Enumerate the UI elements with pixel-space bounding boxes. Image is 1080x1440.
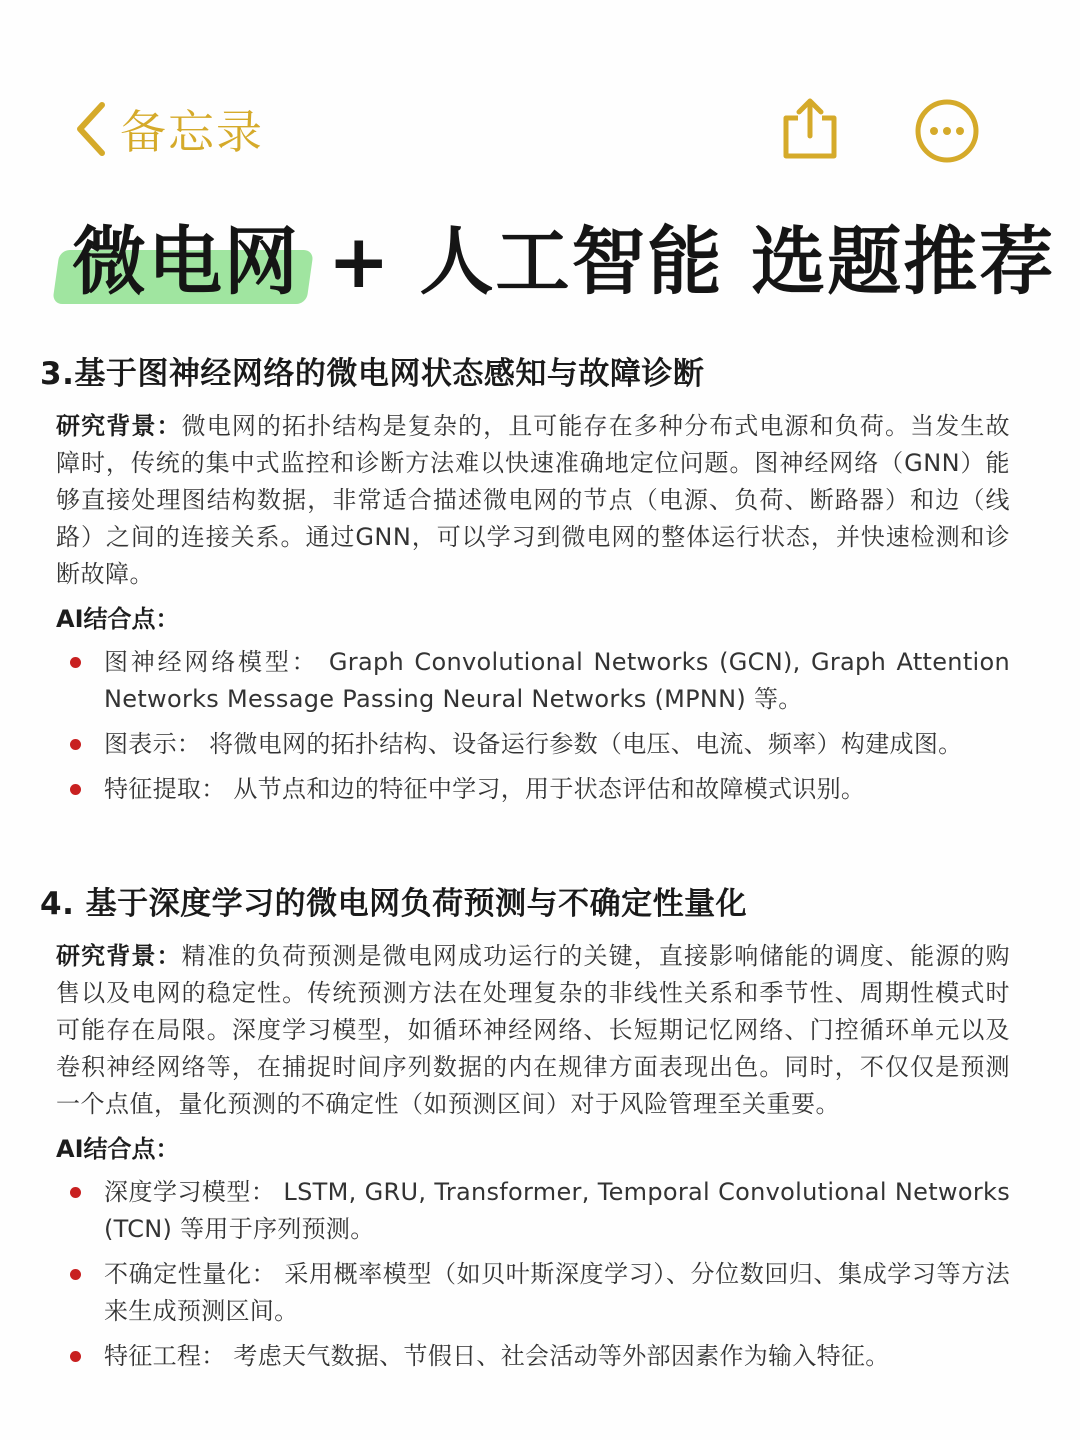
- page-title: [56, 216, 1056, 312]
- ai-points-list: [40, 644, 1010, 808]
- ai-points-label: AI结合点：: [56, 605, 180, 633]
- ai-points-label: AI结合点：: [56, 1135, 180, 1163]
- list-item-text: 深度学习模型： LSTM, GRU, Transformer, Temporal Convolutional Networks (TCN) 等用于序列预测。: [104, 1178, 1010, 1243]
- background-text: 精准的负荷预测是微电网成功运行的关键，直接影响储能的调度、能源的购售以及电网的稳定性。传统预测方法在处理复杂的非线性关系和季节性、周期性模式时可能存在局限。深度学习模型，如循环神经网络、长短期记忆网络、门控循环单元以及卷积神经网络等，在捕捉时间序列数据的内在规律方面表现出色。同时，不仅仅是预测一个点值，量化预测的不确定性（如预测区间）对于风险管理至关重要。: [56, 942, 1010, 1118]
- bullet-dot-icon: [70, 657, 81, 668]
- list-item: [40, 1338, 1010, 1375]
- background-paragraph: [40, 938, 1010, 1123]
- back-label: 备忘录: [120, 105, 264, 159]
- section-3: [40, 352, 1010, 816]
- section-heading: 4. 基于深度学习的微电网负荷预测与不确定性量化: [40, 886, 748, 922]
- share-icon[interactable]: [780, 96, 840, 160]
- background-text: 微电网的拓扑结构是复杂的，且可能存在多种分布式电源和负荷。当发生故障时，传统的集中式监控和诊断方法难以快速准确地定位问题。图神经网络（GNN）能够直接处理图结构数据，非常适合描述微电网的节点（电源、负荷、断路器）和边（线路）之间的连接关系。通过GNN，可以学习到微电网的整体运行状态，并快速检测和诊断故障。: [56, 412, 1010, 588]
- list-item: [40, 1174, 1010, 1248]
- list-item-text: 不确定性量化： 采用概率模型（如贝叶斯深度学习）、分位数回归、集成学习等方法来生成预测区间。: [104, 1260, 1010, 1325]
- ai-points-list: [40, 1174, 1010, 1375]
- section-heading: 3.基于图神经网络的微电网状态感知与故障诊断: [40, 356, 705, 392]
- more-options-icon[interactable]: [914, 98, 980, 164]
- bullet-dot-icon: [70, 1187, 81, 1198]
- bullet-dot-icon: [70, 784, 81, 795]
- list-item: [40, 726, 1010, 763]
- background-label: 研究背景：: [56, 412, 182, 440]
- back-button[interactable]: [72, 92, 264, 166]
- bullet-dot-icon: [70, 739, 81, 750]
- list-item: [40, 1256, 1010, 1330]
- title-rest-text: + 人工智能 选题推荐: [327, 219, 1056, 305]
- list-item: [40, 644, 1010, 718]
- list-item-text: 特征工程： 考虑天气数据、节假日、社会活动等外部因素作为输入特征。: [104, 1342, 890, 1370]
- bullet-dot-icon: [70, 1351, 81, 1362]
- nav-bar: [0, 92, 1080, 166]
- list-item-text: 图神经网络模型： Graph Convolutional Networks (GCN), Graph Attention Networks Message Passing Neural Networks (MPNN) 等。: [104, 648, 1010, 713]
- bullet-dot-icon: [70, 1269, 81, 1280]
- background-paragraph: [40, 408, 1010, 593]
- title-highlight-text: 微电网: [72, 219, 300, 305]
- list-item: [40, 771, 1010, 808]
- background-label: 研究背景：: [56, 942, 182, 970]
- chevron-left-icon: [72, 99, 112, 159]
- list-item-text: 特征提取： 从节点和边的特征中学习，用于状态评估和故障模式识别。: [104, 775, 866, 803]
- section-4: [40, 882, 1010, 1383]
- list-item-text: 图表示： 将微电网的拓扑结构、设备运行参数（电压、电流、频率）构建成图。: [104, 730, 963, 758]
